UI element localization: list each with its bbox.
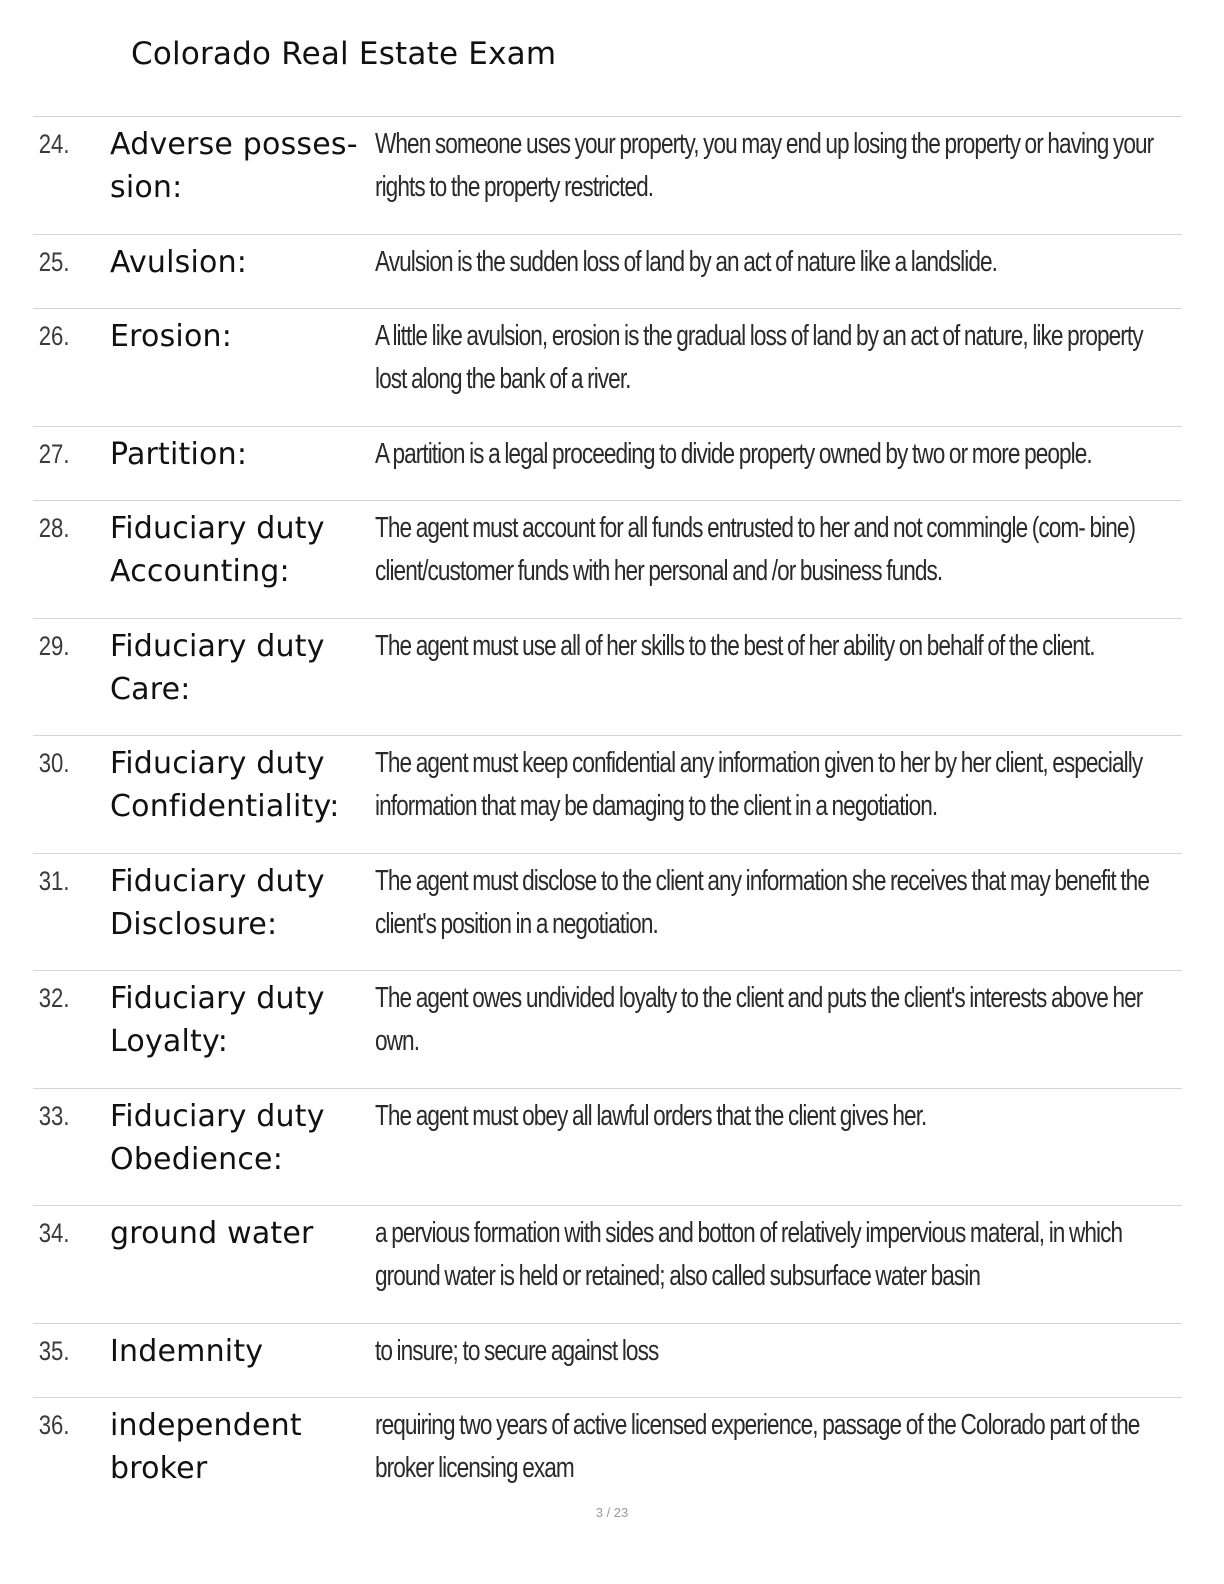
term-definition: When someone uses your property, you may end up losing the property or having your rights to the property restricted. bbox=[375, 128, 1154, 203]
term-definition: A little like avulsion, erosion is the gradual loss of land by an act of nature, like property lost along the bank of a river. bbox=[375, 320, 1143, 395]
terms-list bbox=[33, 116, 1182, 1516]
term-definition: requiring two years of active licensed experience, passage of the Colorado part of the broker licensing exam bbox=[375, 1409, 1140, 1484]
term-number: 32. bbox=[38, 983, 70, 1013]
term-row-30 bbox=[33, 736, 1182, 854]
term-definition: Avulsion is the sudden loss of land by an act of nature like a landslide. bbox=[375, 245, 998, 278]
term-number: 33. bbox=[38, 1100, 70, 1131]
term-row-34 bbox=[33, 1206, 1182, 1324]
term-definition: The agent owes undivided loyalty to the client and puts the client's interests above her own. bbox=[375, 982, 1143, 1057]
term-number: 28. bbox=[38, 513, 70, 543]
term-label: Fiduciary duty Obedience: bbox=[110, 1098, 325, 1177]
term-number: 25. bbox=[38, 246, 70, 277]
term-label: Fiduciary duty Care: bbox=[110, 628, 325, 707]
term-label: Fiduciary duty Loyalty: bbox=[110, 981, 325, 1059]
term-number: 27. bbox=[38, 438, 70, 469]
term-number: 35. bbox=[38, 1335, 70, 1366]
term-number: 24. bbox=[38, 129, 70, 159]
term-label: Fiduciary duty Disclosure: bbox=[110, 863, 325, 942]
term-label: ground water bbox=[110, 1216, 314, 1251]
term-label: independent broker bbox=[110, 1408, 302, 1486]
term-definition: a pervious formation with sides and botton of relatively impervious materal, in which ground water is held or retained; also called subsurface water basin bbox=[375, 1217, 1123, 1292]
term-number: 34. bbox=[38, 1218, 70, 1248]
term-label: Partition: bbox=[110, 436, 248, 472]
term-row-28 bbox=[33, 501, 1182, 619]
term-row-33 bbox=[33, 1089, 1182, 1207]
term-number: 31. bbox=[38, 865, 70, 896]
term-definition: A partition is a legal proceeding to divide property owned by two or more people. bbox=[375, 437, 1092, 470]
term-row-29 bbox=[33, 619, 1182, 737]
term-row-27 bbox=[33, 427, 1182, 502]
term-label: Adverse posses- sion: bbox=[110, 127, 358, 205]
term-definition: The agent must account for all funds entrusted to her and not commingle (com- bine) client/customer funds with her personal and /or business funds. bbox=[375, 512, 1136, 587]
term-definition: The agent must obey all lawful orders that the client gives her. bbox=[375, 1099, 927, 1132]
term-label: Erosion: bbox=[110, 319, 233, 354]
term-definition: The agent must use all of her skills to the best of her ability on behalf of the client. bbox=[375, 629, 1095, 662]
term-label: Fiduciary duty Accounting: bbox=[110, 511, 325, 589]
term-number: 36. bbox=[38, 1410, 70, 1440]
term-label: Avulsion: bbox=[110, 244, 248, 280]
page-indicator: 3 / 23 bbox=[595, 1505, 629, 1520]
term-definition: The agent must keep confidential any information given to her by her client, especially information that may be damaging to the client in a negotiation. bbox=[375, 747, 1143, 822]
term-row-26 bbox=[33, 309, 1182, 427]
page-title: Colorado Real Estate Exam bbox=[131, 36, 557, 72]
term-label: Fiduciary duty Confidentiality: bbox=[110, 746, 340, 824]
term-definition: The agent must disclose to the client any information she receives that may benefit the client's position in a negotiation. bbox=[375, 864, 1149, 940]
term-row-32 bbox=[33, 971, 1182, 1089]
term-number: 26. bbox=[38, 321, 70, 351]
term-row-24 bbox=[33, 117, 1182, 235]
term-number: 30. bbox=[38, 748, 70, 778]
term-row-31 bbox=[33, 854, 1182, 972]
term-row-35 bbox=[33, 1324, 1182, 1399]
term-definition: to insure; to secure against loss bbox=[375, 1334, 659, 1367]
term-label: Indemnity bbox=[110, 1333, 264, 1369]
term-row-25 bbox=[33, 235, 1182, 310]
term-row-36 bbox=[33, 1398, 1182, 1516]
term-number: 29. bbox=[38, 630, 70, 661]
